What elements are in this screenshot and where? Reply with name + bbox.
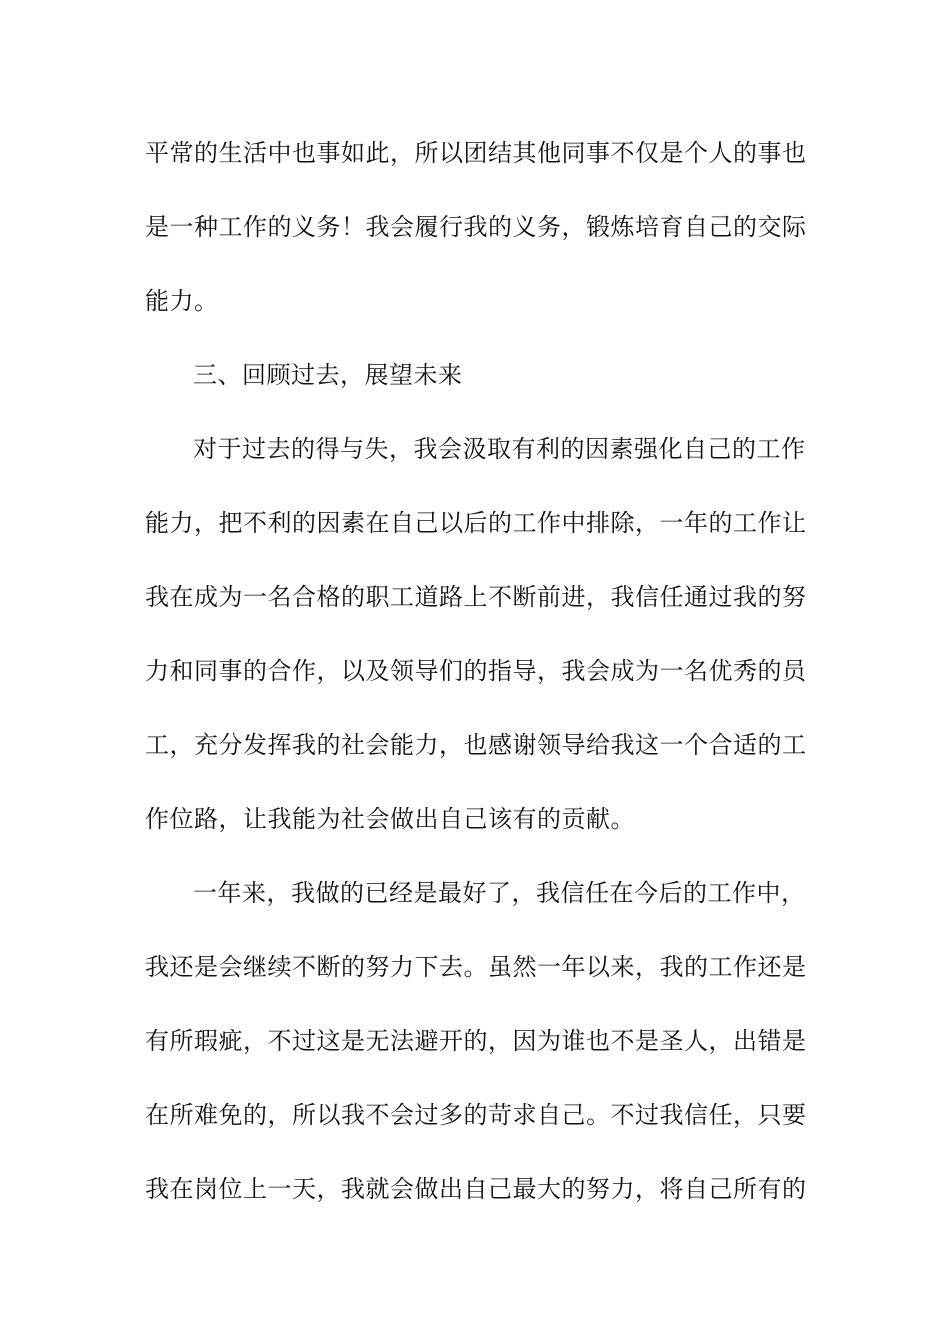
text-line: 在所难免的，所以我不会过多的苛求自己。不过我信任，只要 <box>145 1101 807 1129</box>
text-line: 我在成为一名合格的职工道路上不断前进，我信任通过我的努 <box>145 583 807 611</box>
text-line: 我在岗位上一天，我就会做出自己最大的努力，将自己所有的 <box>145 1175 807 1203</box>
paragraph-start-line: 一年来，我做的已经是最好了，我信任在今后的工作中， <box>193 879 806 907</box>
text-line: 作位路，让我能为社会做出自己该有的贡献。 <box>145 805 635 833</box>
text-line: 能力，把不利的因素在自己以后的工作中排除，一年的工作让 <box>145 509 807 537</box>
text-line: 是一种工作的义务！我会履行我的义务，锻炼培育自己的交际 <box>145 213 807 241</box>
text-line: 能力。 <box>145 287 219 315</box>
paragraph-start-line: 对于过去的得与失，我会汲取有利的因素强化自己的工作 <box>193 435 806 463</box>
text-line: 有所瑕疵，不过这是无法避开的，因为谁也不是圣人，出错是 <box>145 1027 807 1055</box>
text-line: 平常的生活中也事如此，所以团结其他同事不仅是个人的事也 <box>145 139 807 167</box>
section-heading: 三、回顾过去，展望未来 <box>193 361 463 389</box>
text-line: 工，充分发挥我的社会能力，也感谢领导给我这一个合适的工 <box>145 731 807 759</box>
text-line: 力和同事的合作，以及领导们的指导，我会成为一名优秀的员 <box>145 657 807 685</box>
text-line: 我还是会继续不断的努力下去。虽然一年以来，我的工作还是 <box>145 953 807 981</box>
